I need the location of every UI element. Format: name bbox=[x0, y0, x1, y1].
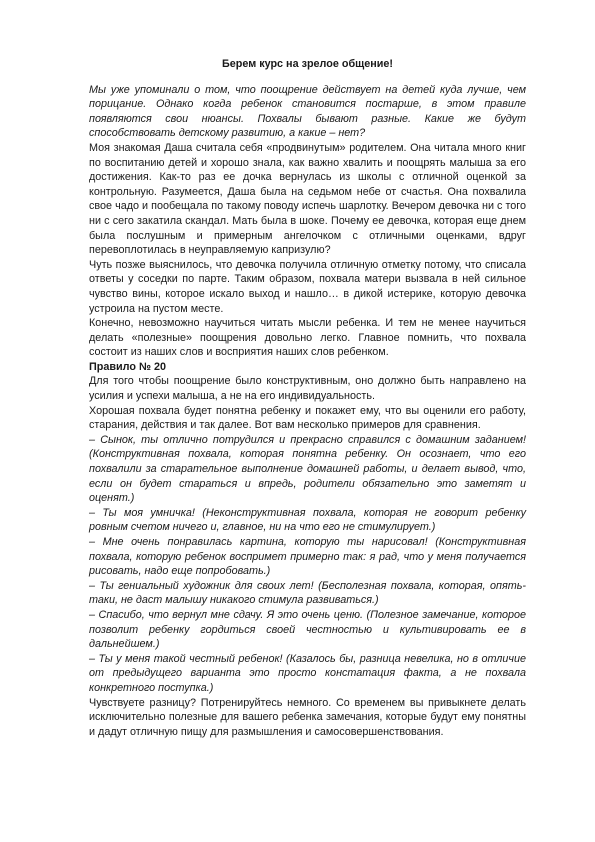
paragraph: Чуть позже выяснилось, что девочка получила отличную отметку потому, что списала ответы у соседки по парте. Таким образом, похвала матери вызвала в ней сильное чувство вины, которое искало выход и нашло… в дикой истерике, которую девочка устроила на пустом месте. bbox=[89, 258, 526, 315]
paragraph: – Мне очень понравилась картина, которую ты нарисовал! (Конструктивная похвала, которую ребенок воспримет примерно так: я рад, что у меня получается рисовать, надо еще попробовать.) bbox=[89, 536, 526, 578]
rule-heading: Правило № 20 bbox=[89, 360, 166, 373]
document-body bbox=[89, 57, 526, 739]
paragraph: Мы уже упоминали о том, что поощрение действует на детей куда лучше, чем порицание. Однако когда ребенок становится постарше, в этом правиле появляются свои нюансы. Похвалы бывают разные. Какие же будут способствовать детскому развитию, а какие – нет? bbox=[89, 83, 526, 140]
paragraph: – Спасибо, что вернул мне сдачу. Я это очень ценю. (Полезное замечание, которое позволит ребенку гордиться своей честностью и культивировать ее в дальнейшем.) bbox=[89, 608, 526, 651]
paragraph: – Ты у меня такой честный ребенок! (Казалось бы, разница невелика, но в отличие от предыдущего варианта это просто констатация факта, а не похвала конкретного поступка.) bbox=[89, 652, 526, 694]
paragraph: – Ты гениальный художник для своих лет! (Бесполезная похвала, которая, опять-таки, не даст малышу никакого стимула развиваться.) bbox=[89, 579, 526, 607]
paragraph: Конечно, невозможно научиться читать мысли ребенка. И тем не менее научиться делать «полезные» поощрения довольно легко. Главное помнить, что похвала состоит из наших слов и восприятия наших слов ребенком. bbox=[89, 317, 526, 359]
paragraph: Чувствуете разницу? Потренируйтесь немного. Со временем вы привыкнете делать исключительно полезные для вашего ребенка замечания, которые будут ему понятны и дадут отличную пищу для размышления и самосовершенствования. bbox=[89, 696, 526, 738]
paragraph-list bbox=[89, 83, 526, 740]
paragraph: Хорошая похвала будет понятна ребенку и покажет ему, что вы оценили его работу, старания, действия и так далее. Вот вам несколько примеров для сравнения. bbox=[89, 404, 526, 432]
paragraph: – Сынок, ты отлично потрудился и прекрасно справился с домашним заданием! (Конструктивная похвала, которая понятна ребенку. Он осознает, что его похвалили за старательное выполнение домашней работы, и делает вывод, что, если он будет стараться и впредь, родители обязательно это заметят и оценят.) bbox=[89, 433, 526, 505]
paragraph: Для того чтобы поощрение было конструктивным, оно должно быть направлено на усилия и успехи малыша, а не на его индивидуальность. bbox=[89, 375, 526, 403]
document-title: Берем курс на зрелое общение! bbox=[221, 58, 394, 70]
paragraph: – Ты моя умничка! (Неконструктивная похвала, которая не говорит ребенку ровным счетом ничего и, главное, ни на что его не стимулирует.) bbox=[89, 506, 526, 534]
paragraph: Моя знакомая Даша считала себя «продвинутым» родителем. Она читала много книг по воспитанию детей и хорошо знала, как важно хвалить и поощрять малыша за его достижения. Как-то раз ее дочка вернулась из школы с отличной оценкой за контрольную. Разумеется, Даша была на седьмом небе от счастья. Она похвалила свое чадо и пообещала по такому поводу испечь шарлотку. Вечером девочка ни с того ни с сего закатила скандал. Мать была в шоке. Почему ее девочка, которая еще днем была послушным и примерным ангелочком с отличными оценками, вдруг перевоплотилась в неуправляемую капризулю? bbox=[89, 141, 526, 257]
